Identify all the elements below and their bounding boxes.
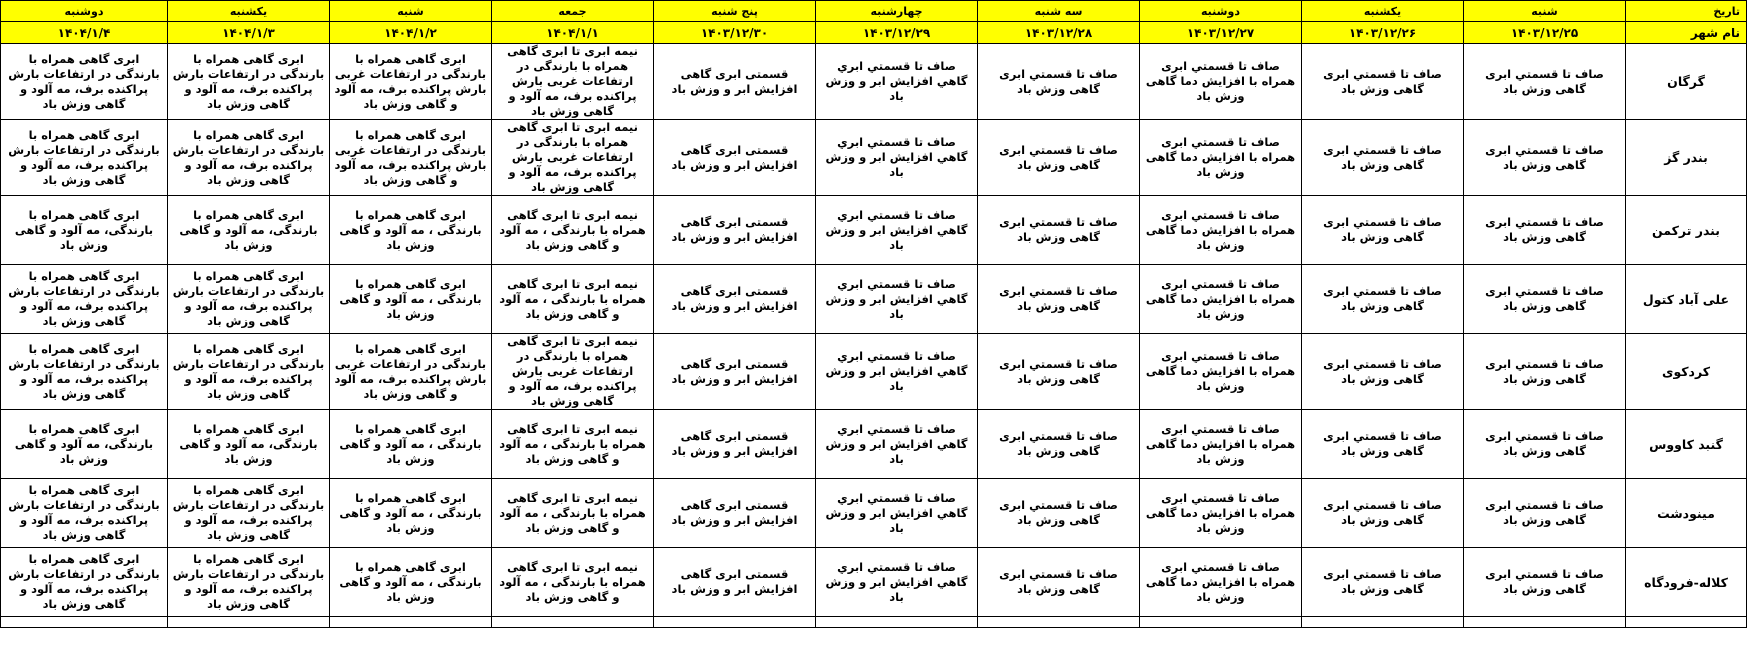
forecast-cell[interactable]: ابری گاهی همراه با بارندگی در ارتفاعات بارش پراکنده برف، مه آلود و گاهی وزش باد (168, 265, 330, 334)
date-cell[interactable]: ۱۴۰۳/۱۲/۲۶ (1302, 22, 1464, 44)
city-name-cell[interactable]: مینودشت (1626, 479, 1747, 548)
day-name-cell[interactable]: دوشنبه (1140, 1, 1302, 22)
city-row-kalaleh-airport (1, 548, 1747, 617)
forecast-cell[interactable]: ابری گاهی همراه با بارندگی در ارتفاعات بارش پراکنده برف، مه آلود و گاهی وزش باد (1, 120, 168, 196)
forecast-cell[interactable]: نیمه ابری تا ابری گاهی همراه با بارندگی در ارتفاعات غربی بارش پراکنده برف، مه آلود و گاهی وزش باد (492, 120, 654, 196)
forecast-cell[interactable]: صاف تا قسمتي ابری گاهی وزش باد (978, 479, 1140, 548)
day-name-cell[interactable]: یکشنبه (1302, 1, 1464, 22)
forecast-cell[interactable]: ابری گاهی همراه با بارندگی، مه آلود و گاهی وزش باد (168, 196, 330, 265)
forecast-cell[interactable]: صاف تا قسمتي ابري گاهي افزايش ابر و وزش باد (816, 120, 978, 196)
forecast-cell[interactable]: ابری گاهی همراه با بارندگی، مه آلود و گاهی وزش باد (1, 196, 168, 265)
forecast-cell[interactable]: صاف تا قسمتي ابری گاهی وزش باد (1302, 196, 1464, 265)
city-row-minudasht (1, 479, 1747, 548)
forecast-cell[interactable]: ابری گاهی همراه با بارندگی در ارتفاعات بارش پراکنده برف، مه آلود و گاهی وزش باد (1, 334, 168, 410)
forecast-cell[interactable]: صاف تا قسمتي ابري گاهي افزايش ابر و وزش باد (816, 196, 978, 265)
forecast-cell[interactable]: صاف تا قسمتي ابری گاهی وزش باد (1464, 479, 1626, 548)
date-cell[interactable]: ۱۴۰۴/۱/۲ (330, 22, 492, 44)
empty-cell[interactable] (330, 617, 492, 628)
forecast-cell[interactable]: صاف تا قسمتي ابری گاهی وزش باد (1464, 548, 1626, 617)
empty-cell[interactable] (1140, 617, 1302, 628)
forecast-cell[interactable]: ابری گاهی همراه با بارندگی، مه آلود و گاهی وزش باد (1, 410, 168, 479)
forecast-cell[interactable]: ابری گاهی همراه با بارندگی در ارتفاعات بارش پراکنده برف، مه آلود و گاهی وزش باد (1, 265, 168, 334)
forecast-cell[interactable]: صاف تا قسمتي ابری گاهی وزش باد (1302, 548, 1464, 617)
forecast-cell[interactable]: صاف تا قسمتي ابری گاهی وزش باد (1302, 120, 1464, 196)
empty-cell[interactable] (1302, 617, 1464, 628)
forecast-cell[interactable]: صاف تا قسمتي ابری همراه با افزایش دما گاهی وزش باد (1140, 548, 1302, 617)
forecast-cell[interactable]: صاف تا قسمتي ابری گاهی وزش باد (1464, 196, 1626, 265)
forecast-cell[interactable]: ابری گاهی همراه با بارندگی در ارتفاعات بارش پراکنده برف، مه آلود و گاهی وزش باد (168, 120, 330, 196)
forecast-cell[interactable]: ابری گاهی همراه با بارندگی در ارتفاعات بارش پراکنده برف، مه آلود و گاهی وزش باد (168, 548, 330, 617)
forecast-cell[interactable]: صاف تا قسمتي ابری گاهی وزش باد (1464, 334, 1626, 410)
empty-cell[interactable] (492, 617, 654, 628)
day-header-row (1, 1, 1747, 22)
empty-cell[interactable] (654, 617, 816, 628)
day-name-cell[interactable]: پنج شنبه (654, 1, 816, 22)
day-name-cell[interactable]: جمعه (492, 1, 654, 22)
forecast-cell[interactable]: صاف تا قسمتي ابری گاهی وزش باد (978, 44, 1140, 120)
forecast-cell[interactable]: صاف تا قسمتي ابري گاهي افزايش ابر و وزش باد (816, 265, 978, 334)
forecast-cell[interactable]: نیمه ابری تا ابری گاهی همراه با بارندگی ، مه آلود و گاهی وزش باد (492, 479, 654, 548)
city-name-cell[interactable]: علی آباد کتول (1626, 265, 1747, 334)
forecast-cell[interactable]: ابری گاهی همراه با بارندگی در ارتفاعات بارش پراکنده برف، مه آلود و گاهی وزش باد (1, 548, 168, 617)
city-name-cell[interactable]: کلاله-فرودگاه (1626, 548, 1747, 617)
forecast-cell[interactable]: ابری گاهی همراه با بارندگی در ارتفاعات بارش پراکنده برف، مه آلود و گاهی وزش باد (168, 44, 330, 120)
forecast-cell[interactable]: صاف تا قسمتي ابری همراه با افزایش دما گاهی وزش باد (1140, 265, 1302, 334)
date-label-cell[interactable]: تاریخ (1626, 1, 1747, 22)
empty-cell[interactable] (1464, 617, 1626, 628)
date-cell[interactable]: ۱۴۰۳/۱۲/۲۹ (816, 22, 978, 44)
forecast-cell[interactable]: ابری گاهی همراه با بارندگی ، مه آلود و گاهی وزش باد (330, 410, 492, 479)
forecast-cell[interactable]: قسمتی ابری گاهی افزایش ابر و وزش باد (654, 44, 816, 120)
forecast-cell[interactable]: ابری گاهی همراه با بارندگی در ارتفاعات غربی بارش پراکنده برف، مه آلود و گاهی وزش باد (330, 44, 492, 120)
forecast-cell[interactable]: صاف تا قسمتي ابری گاهی وزش باد (1464, 410, 1626, 479)
forecast-cell[interactable]: صاف تا قسمتي ابری گاهی وزش باد (978, 120, 1140, 196)
forecast-cell[interactable]: ابری گاهی همراه با بارندگی در ارتفاعات بارش پراکنده برف، مه آلود و گاهی وزش باد (168, 334, 330, 410)
forecast-cell[interactable]: صاف تا قسمتي ابری گاهی وزش باد (1302, 334, 1464, 410)
forecast-cell[interactable]: قسمتی ابری گاهی افزایش ابر و وزش باد (654, 334, 816, 410)
city-row-gorgan (1, 44, 1747, 120)
forecast-cell[interactable]: صاف تا قسمتي ابري گاهي افزايش ابر و وزش باد (816, 334, 978, 410)
city-name-cell[interactable]: بندر گز (1626, 120, 1747, 196)
date-cell[interactable]: ۱۴۰۳/۱۲/۲۸ (978, 22, 1140, 44)
forecast-cell[interactable]: صاف تا قسمتي ابری گاهی وزش باد (978, 548, 1140, 617)
forecast-cell[interactable]: ابری گاهی همراه با بارندگی در ارتفاعات غربی بارش پراکنده برف، مه آلود و گاهی وزش باد (330, 334, 492, 410)
city-name-cell[interactable]: گنبد کاووس (1626, 410, 1747, 479)
forecast-cell[interactable]: نیمه ابری تا ابری گاهی همراه با بارندگی در ارتفاعات غربی بارش پراکنده برف، مه آلود و گاهی وزش باد (492, 334, 654, 410)
forecast-cell[interactable]: نیمه ابری تا ابری گاهی همراه با بارندگی در ارتفاعات غربی بارش پراکنده برف، مه آلود و گاهی وزش باد (492, 44, 654, 120)
forecast-cell[interactable]: صاف تا قسمتي ابری همراه با افزایش دما گاهی وزش باد (1140, 120, 1302, 196)
forecast-cell[interactable]: صاف تا قسمتي ابري گاهي افزايش ابر و وزش باد (816, 479, 978, 548)
date-cell[interactable]: ۱۴۰۴/۱/۱ (492, 22, 654, 44)
day-name-cell[interactable]: چهارشنبه (816, 1, 978, 22)
forecast-cell[interactable]: صاف تا قسمتي ابری گاهی وزش باد (1302, 479, 1464, 548)
forecast-cell[interactable]: ابری گاهی همراه با بارندگی ، مه آلود و گاهی وزش باد (330, 265, 492, 334)
city-row-gonbad-kavus (1, 410, 1747, 479)
empty-cell[interactable] (1626, 617, 1747, 628)
forecast-cell[interactable]: ابری گاهی همراه با بارندگی ، مه آلود و گاهی وزش باد (330, 479, 492, 548)
day-name-cell[interactable]: شنبه (1464, 1, 1626, 22)
forecast-cell[interactable]: صاف تا قسمتي ابری گاهی وزش باد (1464, 120, 1626, 196)
forecast-cell[interactable]: صاف تا قسمتي ابری گاهی وزش باد (1464, 265, 1626, 334)
forecast-cell[interactable]: صاف تا قسمتي ابری همراه با افزایش دما گاهی وزش باد (1140, 334, 1302, 410)
forecast-cell[interactable]: ابری گاهی همراه با بارندگی در ارتفاعات بارش پراکنده برف، مه آلود و گاهی وزش باد (1, 479, 168, 548)
forecast-cell[interactable]: ابری گاهی همراه با بارندگی در ارتفاعات بارش پراکنده برف، مه آلود و گاهی وزش باد (168, 479, 330, 548)
day-name-cell[interactable]: یکشنبه (168, 1, 330, 22)
empty-cell[interactable] (168, 617, 330, 628)
city-row-aliabad-katul (1, 265, 1747, 334)
partial-next-row (1, 617, 1747, 628)
forecast-cell[interactable]: نیمه ابری تا ابری گاهی همراه با بارندگی ، مه آلود و گاهی وزش باد (492, 196, 654, 265)
forecast-cell[interactable]: ابری گاهی همراه با بارندگی در ارتفاعات غربی بارش پراکنده برف، مه آلود و گاهی وزش باد (330, 120, 492, 196)
day-name-cell[interactable]: سه شنبه (978, 1, 1140, 22)
forecast-cell[interactable]: ابری گاهی همراه با بارندگی در ارتفاعات بارش پراکنده برف، مه آلود و گاهی وزش باد (1, 44, 168, 120)
forecast-cell[interactable]: قسمتی ابری گاهی افزایش ابر و وزش باد (654, 265, 816, 334)
forecast-cell[interactable]: قسمتی ابری گاهی افزایش ابر و وزش باد (654, 548, 816, 617)
forecast-cell[interactable]: صاف تا قسمتي ابری گاهی وزش باد (978, 410, 1140, 479)
forecast-cell[interactable]: صاف تا قسمتي ابری گاهی وزش باد (978, 334, 1140, 410)
date-header-row (1, 22, 1747, 44)
city-row-kordkuy (1, 334, 1747, 410)
forecast-cell[interactable]: صاف تا قسمتي ابری گاهی وزش باد (978, 265, 1140, 334)
forecast-cell[interactable]: صاف تا قسمتي ابری گاهی وزش باد (1302, 410, 1464, 479)
empty-cell[interactable] (816, 617, 978, 628)
forecast-cell[interactable]: نیمه ابری تا ابری گاهی همراه با بارندگی ، مه آلود و گاهی وزش باد (492, 410, 654, 479)
forecast-cell[interactable]: ابری گاهی همراه با بارندگی ، مه آلود و گاهی وزش باد (330, 548, 492, 617)
forecast-cell[interactable]: صاف تا قسمتي ابري گاهي افزايش ابر و وزش باد (816, 410, 978, 479)
date-cell[interactable]: ۱۴۰۳/۱۲/۲۵ (1464, 22, 1626, 44)
forecast-cell[interactable]: قسمتی ابری گاهی افزایش ابر و وزش باد (654, 120, 816, 196)
forecast-cell[interactable]: صاف تا قسمتي ابری گاهی وزش باد (1302, 44, 1464, 120)
city-row-bandar-torkaman (1, 196, 1747, 265)
forecast-cell[interactable]: ابری گاهی همراه با بارندگی ، مه آلود و گاهی وزش باد (330, 196, 492, 265)
forecast-cell[interactable]: صاف تا قسمتي ابری همراه با افزایش دما گاهی وزش باد (1140, 479, 1302, 548)
city-name-cell[interactable]: گرگان (1626, 44, 1747, 120)
forecast-cell[interactable]: صاف تا قسمتي ابري گاهي افزايش ابر و وزش باد (816, 548, 978, 617)
forecast-cell[interactable]: صاف تا قسمتي ابری همراه با افزایش دما گاهی وزش باد (1140, 44, 1302, 120)
forecast-cell[interactable]: نیمه ابری تا ابری گاهی همراه با بارندگی ، مه آلود و گاهی وزش باد (492, 265, 654, 334)
date-cell[interactable]: ۱۴۰۴/۱/۴ (1, 22, 168, 44)
city-label-cell[interactable]: نام شهر (1626, 22, 1747, 44)
empty-cell[interactable] (978, 617, 1140, 628)
day-name-cell[interactable]: دوشنبه (1, 1, 168, 22)
forecast-cell[interactable]: قسمتی ابری گاهی افزایش ابر و وزش باد (654, 410, 816, 479)
city-name-cell[interactable]: بندر ترکمن (1626, 196, 1747, 265)
forecast-cell[interactable]: قسمتی ابری گاهی افزایش ابر و وزش باد (654, 196, 816, 265)
forecast-cell[interactable]: صاف تا قسمتي ابری همراه با افزایش دما گاهی وزش باد (1140, 410, 1302, 479)
date-cell[interactable]: ۱۴۰۳/۱۲/۲۷ (1140, 22, 1302, 44)
forecast-cell[interactable]: صاف تا قسمتي ابری گاهی وزش باد (978, 196, 1140, 265)
day-name-cell[interactable]: شنبه (330, 1, 492, 22)
empty-cell[interactable] (1, 617, 168, 628)
forecast-cell[interactable]: نیمه ابری تا ابری گاهی همراه با بارندگی ، مه آلود و گاهی وزش باد (492, 548, 654, 617)
date-cell[interactable]: ۱۴۰۴/۱/۳ (168, 22, 330, 44)
forecast-cell[interactable]: صاف تا قسمتي ابری گاهی وزش باد (1302, 265, 1464, 334)
forecast-cell[interactable]: ابری گاهی همراه با بارندگی، مه آلود و گاهی وزش باد (168, 410, 330, 479)
forecast-cell[interactable]: صاف تا قسمتي ابری همراه با افزایش دما گاهی وزش باد (1140, 196, 1302, 265)
date-cell[interactable]: ۱۴۰۳/۱۲/۳۰ (654, 22, 816, 44)
forecast-cell[interactable]: صاف تا قسمتي ابري گاهي افزايش ابر و وزش باد (816, 44, 978, 120)
forecast-cell[interactable]: صاف تا قسمتي ابری گاهی وزش باد (1464, 44, 1626, 120)
city-name-cell[interactable]: کردکوی (1626, 334, 1747, 410)
city-row-bandar-gaz (1, 120, 1747, 196)
forecast-cell[interactable]: قسمتی ابری گاهی افزایش ابر و وزش باد (654, 479, 816, 548)
